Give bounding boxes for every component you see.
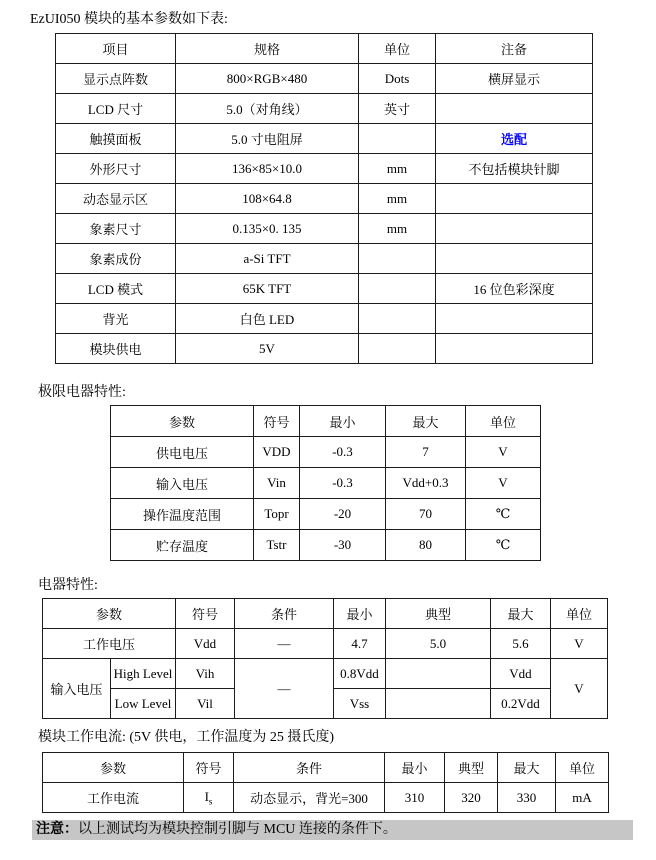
cell-value: Tstr: [254, 530, 300, 561]
col-header-max: 最大: [386, 406, 466, 437]
cell-value: V: [466, 437, 541, 468]
cell-value: 5V: [176, 334, 359, 364]
row-label: 工作电流: [43, 783, 184, 813]
col-header-min: 最小: [300, 406, 386, 437]
table-row: [43, 783, 609, 813]
cell-value: 136×85×10.0: [176, 154, 359, 184]
cell-value: ℃: [466, 530, 541, 561]
cell-value: 7: [386, 437, 466, 468]
cell-value: High Level: [111, 659, 176, 689]
cell-value: 动态显示，背光=300: [234, 783, 385, 813]
cell-value: 英寸: [359, 94, 436, 124]
cell-value: Vss: [334, 689, 386, 719]
row-label: 显示点阵数: [56, 64, 176, 94]
row-label: 输入电压: [111, 468, 254, 499]
cell-value: 310: [385, 783, 445, 813]
cell-value: a-Si TFT: [176, 244, 359, 274]
col-header-condition: 条件: [235, 599, 334, 629]
table-row: [56, 214, 593, 244]
col-header-typ: 典型: [386, 599, 491, 629]
cell-value: -0.3: [300, 468, 386, 499]
cell-value: 白色 LED: [176, 304, 359, 334]
page-title: EzUI050 模块的基本参数如下表:: [30, 12, 228, 27]
cell-value: [436, 94, 593, 124]
symbol-base: I: [204, 788, 209, 804]
cell-value: Vdd+0.3: [386, 468, 466, 499]
col-header-min: 最小: [385, 753, 445, 783]
table-row: [111, 530, 541, 561]
table-header-row: [43, 753, 609, 783]
cell-value: 16 位色彩深度: [436, 274, 593, 304]
cell-value: Low Level: [111, 689, 176, 719]
cell-value: 5.0: [386, 629, 491, 659]
row-label: LCD 尺寸: [56, 94, 176, 124]
col-header-item: 项目: [56, 34, 176, 64]
col-header-symbol: 符号: [184, 753, 234, 783]
cell-value: [359, 334, 436, 364]
cell-value: -20: [300, 499, 386, 530]
cell-value: 800×RGB×480: [176, 64, 359, 94]
table-row: [111, 437, 541, 468]
cell-value: [436, 244, 593, 274]
cell-value: [386, 659, 491, 689]
table-header-row: [111, 406, 541, 437]
cell-value: V: [551, 659, 608, 719]
cell-value: Vih: [176, 659, 235, 689]
row-label: 背光: [56, 304, 176, 334]
col-header-symbol: 符号: [176, 599, 235, 629]
basic-params-table: [55, 33, 593, 364]
cell-value: [386, 689, 491, 719]
cell-value: -0.3: [300, 437, 386, 468]
note-label: 注意：: [36, 822, 78, 837]
table-row: [56, 184, 593, 214]
row-label: 外形尺寸: [56, 154, 176, 184]
cell-value: V: [466, 468, 541, 499]
cell-value: 65K TFT: [176, 274, 359, 304]
cell-value: [436, 304, 593, 334]
cell-value: 横屏显示: [436, 64, 593, 94]
table-row: [56, 154, 593, 184]
table-header-row: [56, 34, 593, 64]
col-header-max: 最大: [491, 599, 551, 629]
cell-value: VDD: [254, 437, 300, 468]
optional-badge: 选配: [436, 124, 593, 154]
cell-value: [359, 274, 436, 304]
col-header-symbol: 符号: [254, 406, 300, 437]
note-bar: [32, 820, 633, 840]
col-header-unit: 单位: [551, 599, 608, 629]
cell-value: 5.6: [491, 629, 551, 659]
col-header-condition: 条件: [234, 753, 385, 783]
row-label: 模块供电: [56, 334, 176, 364]
cell-value: mm: [359, 214, 436, 244]
cell-value: [436, 184, 593, 214]
section-label-electrical-characteristics: 电器特性:: [38, 578, 98, 593]
col-header-unit: 单位: [556, 753, 609, 783]
cell-value: —: [235, 629, 334, 659]
row-label: 贮存温度: [111, 530, 254, 561]
cell-value: 4.7: [334, 629, 386, 659]
row-label: 输入电压: [43, 659, 111, 719]
cell-value: mm: [359, 154, 436, 184]
row-label: 动态显示区: [56, 184, 176, 214]
cell-value: Topr: [254, 499, 300, 530]
col-header-spec: 规格: [176, 34, 359, 64]
cell-value: [359, 304, 436, 334]
cell-value: 70: [386, 499, 466, 530]
table-row: [56, 304, 593, 334]
col-header-unit: 单位: [359, 34, 436, 64]
cell-value: [436, 334, 593, 364]
cell-value: 320: [445, 783, 498, 813]
cell-value: —: [235, 659, 334, 719]
row-label: 象素尺寸: [56, 214, 176, 244]
table-row: [56, 94, 593, 124]
row-label: LCD 模式: [56, 274, 176, 304]
col-header-parameter: 参数: [43, 753, 184, 783]
electrical-characteristics-table: [42, 598, 608, 719]
cell-value: 不包括模块针脚: [436, 154, 593, 184]
cell-value: 80: [386, 530, 466, 561]
row-label: 供电电压: [111, 437, 254, 468]
cell-value: 5.0 寸电阻屏: [176, 124, 359, 154]
row-label: 触摸面板: [56, 124, 176, 154]
section-label-working-current: 模块工作电流: (5V 供电，工作温度为 25 摄氏度): [38, 730, 335, 745]
table-row: [111, 468, 541, 499]
table-row: [43, 629, 608, 659]
row-label: 象素成份: [56, 244, 176, 274]
table-row: [56, 124, 593, 154]
symbol-subscript: s: [208, 796, 213, 807]
cell-value: 5.0（对角线）: [176, 94, 359, 124]
limit-ratings-table: [110, 405, 541, 561]
col-header-remark: 注备: [436, 34, 593, 64]
col-header-parameter: 参数: [111, 406, 254, 437]
col-header-unit: 单位: [466, 406, 541, 437]
cell-value: Dots: [359, 64, 436, 94]
cell-value: 0.8Vdd: [334, 659, 386, 689]
table-row: [56, 334, 593, 364]
note-text: 以上测试均为模块控制引脚与 MCU 连接的条件下。: [78, 822, 397, 837]
cell-value: mm: [359, 184, 436, 214]
cell-value: 108×64.8: [176, 184, 359, 214]
working-current-table: [42, 752, 609, 813]
cell-value: Vdd: [176, 629, 235, 659]
cell-value: -30: [300, 530, 386, 561]
table-row: [56, 64, 593, 94]
row-label: 操作温度范围: [111, 499, 254, 530]
col-header-max: 最大: [498, 753, 556, 783]
cell-value: Vil: [176, 689, 235, 719]
cell-value: [359, 244, 436, 274]
cell-value: Vdd: [491, 659, 551, 689]
cell-value: Vin: [254, 468, 300, 499]
cell-value: 330: [498, 783, 556, 813]
cell-value: ℃: [466, 499, 541, 530]
col-header-typ: 典型: [445, 753, 498, 783]
section-label-limit-characteristics: 极限电器特性:: [38, 385, 126, 400]
cell-symbol: [184, 783, 234, 813]
cell-value: [359, 124, 436, 154]
table-row: [56, 244, 593, 274]
table-header-row: [43, 599, 608, 629]
table-row: [111, 499, 541, 530]
cell-value: V: [551, 629, 608, 659]
row-label: 工作电压: [43, 629, 176, 659]
cell-value: mA: [556, 783, 609, 813]
cell-value: 0.2Vdd: [491, 689, 551, 719]
col-header-parameter: 参数: [43, 599, 176, 629]
table-row: [43, 659, 608, 689]
table-row: [56, 274, 593, 304]
cell-value: 0.135×0. 135: [176, 214, 359, 244]
col-header-min: 最小: [334, 599, 386, 629]
cell-value: [436, 214, 593, 244]
